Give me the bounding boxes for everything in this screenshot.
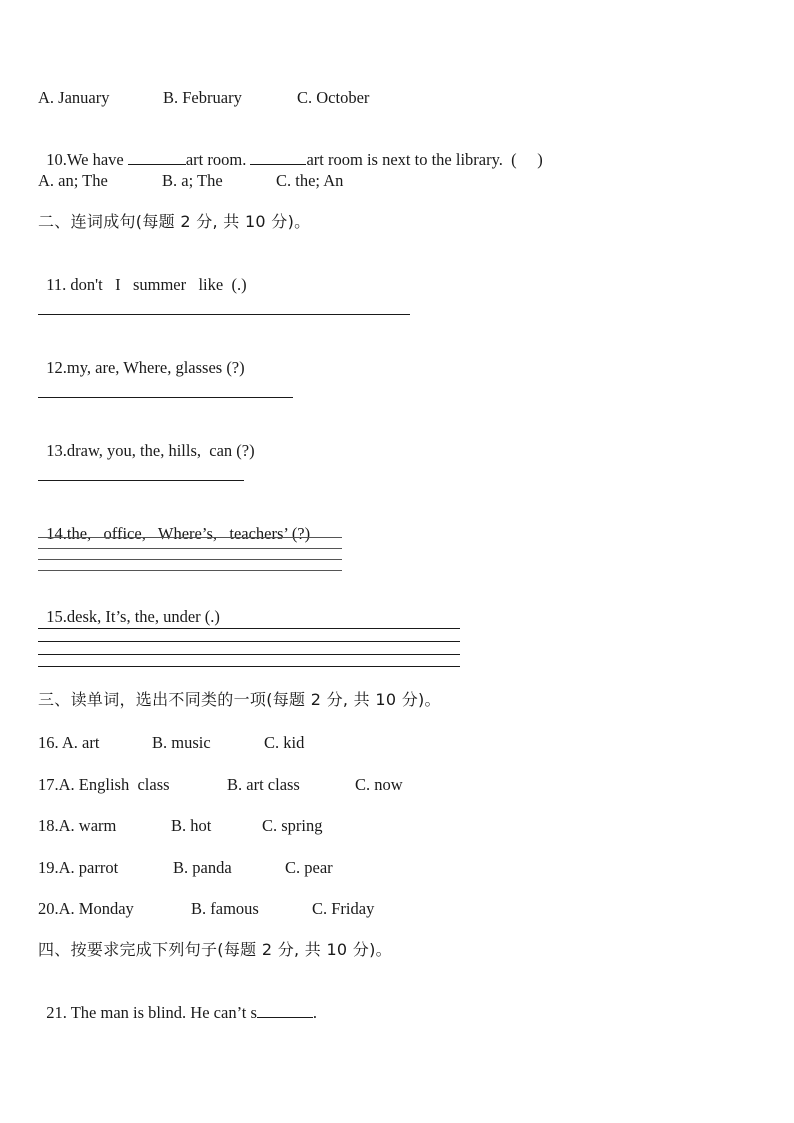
question-text-part: We have bbox=[66, 150, 128, 169]
option-a: .A. warm bbox=[54, 816, 117, 835]
answer-blank[interactable] bbox=[250, 150, 306, 165]
option-b: B. famous bbox=[191, 899, 259, 918]
answer-line[interactable] bbox=[38, 537, 342, 538]
option-c: C. spring bbox=[262, 816, 323, 835]
question-number: 12 bbox=[46, 358, 63, 377]
option-a: .A. English class bbox=[54, 775, 170, 794]
answer-line[interactable] bbox=[38, 397, 293, 398]
question-19 bbox=[38, 858, 118, 878]
question-11 bbox=[38, 255, 247, 295]
question-17 bbox=[38, 775, 170, 795]
question-15 bbox=[38, 587, 220, 627]
q9-option-b: B. February bbox=[163, 88, 242, 107]
question-13 bbox=[38, 421, 255, 461]
question-number: 13 bbox=[46, 441, 63, 460]
option-c: C. kid bbox=[264, 733, 305, 752]
answer-line[interactable] bbox=[38, 666, 460, 667]
answer-line[interactable] bbox=[38, 480, 244, 481]
question-text-part: art room. bbox=[185, 150, 251, 169]
question-text: .desk, It’s, the, under (.) bbox=[62, 607, 220, 626]
question-number: 18 bbox=[38, 816, 55, 835]
answer-line[interactable] bbox=[38, 641, 460, 642]
question-text-tail: . bbox=[312, 1003, 318, 1022]
question-text: .the, office, Where’s, teachers’ (?) bbox=[62, 524, 311, 543]
answer-line[interactable] bbox=[38, 654, 460, 655]
option-b: B. music bbox=[152, 733, 211, 752]
option-c: C. Friday bbox=[312, 899, 375, 918]
question-18 bbox=[38, 816, 116, 836]
q10-option-c: C. the; An bbox=[276, 171, 344, 190]
answer-line[interactable] bbox=[38, 559, 342, 560]
answer-line[interactable] bbox=[38, 314, 410, 315]
option-b: B. art class bbox=[227, 775, 300, 794]
question-10 bbox=[38, 130, 543, 170]
section-2-heading: 二、连词成句(每题 2 分, 共 10 分)。 bbox=[38, 212, 311, 231]
answer-line[interactable] bbox=[38, 548, 342, 549]
option-a: .A. parrot bbox=[54, 858, 119, 877]
q9-option-a: A. January bbox=[38, 88, 110, 107]
option-c: C. pear bbox=[285, 858, 333, 877]
question-number: 17 bbox=[38, 775, 55, 794]
question-21 bbox=[38, 983, 317, 1023]
question-number: 16 bbox=[38, 733, 55, 752]
q10-option-a: A. an; The bbox=[38, 171, 108, 190]
question-number: 14 bbox=[46, 524, 63, 543]
question-14 bbox=[38, 504, 310, 544]
option-b: B. hot bbox=[171, 816, 212, 835]
question-12 bbox=[38, 338, 245, 378]
answer-blank[interactable] bbox=[128, 150, 186, 165]
question-text-part: art room is next to the library. ( ) bbox=[306, 150, 543, 169]
question-number: 20 bbox=[38, 899, 55, 918]
question-text: . don't I summer like (.) bbox=[62, 275, 247, 294]
question-20 bbox=[38, 899, 134, 919]
question-number: 10. bbox=[46, 150, 67, 169]
section-3-heading: 三、读单词，选出不同类的一项(每题 2 分, 共 10 分)。 bbox=[38, 690, 441, 709]
option-a: . A. art bbox=[54, 733, 100, 752]
question-number: 21 bbox=[46, 1003, 63, 1022]
option-a: .A. Monday bbox=[54, 899, 134, 918]
question-number: 19 bbox=[38, 858, 55, 877]
answer-blank[interactable] bbox=[257, 1003, 313, 1018]
option-b: B. panda bbox=[173, 858, 232, 877]
q9-option-c: C. October bbox=[297, 88, 370, 107]
question-text: .draw, you, the, hills, can (?) bbox=[62, 441, 255, 460]
option-c: C. now bbox=[355, 775, 403, 794]
question-text: . The man is blind. He can’t s bbox=[62, 1003, 257, 1022]
question-16 bbox=[38, 733, 99, 753]
section-4-heading: 四、按要求完成下列句子(每题 2 分, 共 10 分)。 bbox=[38, 940, 392, 959]
q10-option-b: B. a; The bbox=[162, 171, 223, 190]
answer-line[interactable] bbox=[38, 628, 460, 629]
answer-line[interactable] bbox=[38, 570, 342, 571]
question-number: 15 bbox=[46, 607, 63, 626]
question-number: 11 bbox=[46, 275, 63, 294]
question-text: .my, are, Where, glasses (?) bbox=[62, 358, 245, 377]
